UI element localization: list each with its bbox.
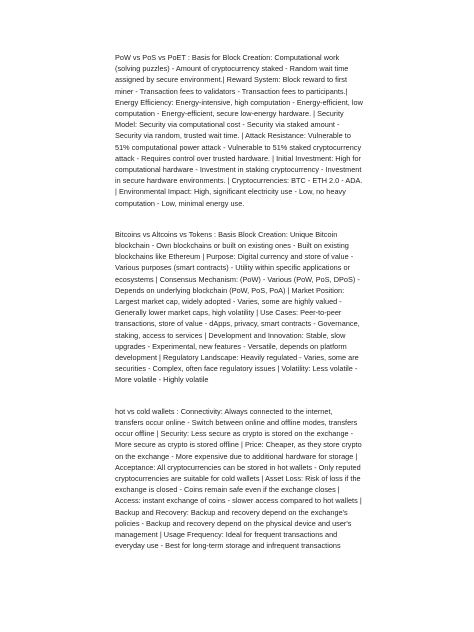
paragraph-pow-pos-poet: PoW vs PoS vs PoET : Basis for Block Creation: Computational work (solving puzzles) - Amount of cryptocurrency staked - Random wait time assigned by secure environment.| Reward System: Block reward to first miner - Transaction fees to validators - Transaction fees to participants.| Energy Efficiency: Energy-intensive, high computation - Energy-efficient, low computation - Energy-efficient, secure low-energy hardware. | Security Model: Security via computational cost - Security via staked amount - Security via random, trusted wait time. | Attack Resistance: Vulnerable to 51% computational power attack - Vulnerable to 51% staked cryptocurrency attack - Requires control over trusted hardware. | Initial Investment: High for computational hardware - Investment in staking cryptocurrency - Investment in secure hardware environments. | Cryptocurrencies: BTC - ETH 2.0 - ADA. | Environmental Impact: High, significant electricity use - Low, no heavy computation - Low, minimal energy use. <box>115 53 363 208</box>
paragraph-bitcoins-altcoins-tokens: Bitcoins vs Altcoins vs Tokens : Basis Block Creation: Unique Bitcoin blockchain - Own blockchains or built on existing ones - Built on existing blockchains like Ethereum | Purpose: Digital currency and store of value - Various purposes (smart contracts) - Utility within specific applications or ecosystems | Consensus Mechanism: (PoW) - Various (PoW, PoS, DPoS) - Depends on underlying blockchain (PoW, PoS, PoA) | Market Position: Largest market cap, widely adopted - Varies, some are highly valued - Generally lower market caps, high volatility | Use Cases: Peer-to-peer transactions, store of value - dApps, privacy, smart contracts - Governance, staking, access to services | Development and Innovation: Stable, slow upgrades - Experimental, new features - Versatile, depends on platform development | Regulatory Landscape: Heavily regulated - Varies, some are securities - Complex, often face regulatory issues | Volatility: Less volatile - More volatile - Highly volatile <box>115 229 360 385</box>
document-body <box>115 52 363 571</box>
paragraph-hot-cold-wallets: hot vs cold wallets : Connectivity: Always connected to the internet, transfers occur online - Switch between online and offline modes, transfers occur offline | Security: Less secure as crypto is stored on the exchange - More secure as crypto is stored offline | Price: Cheaper, as they store crypto on the exchange - More expensive due to additional hardware for storage | Acceptance: All cryptocurrencies can be stored in hot wallets - Only reputed cryptocurrencies are suitable for cold wallets | Asset Loss: Risk of loss if the exchange is closed - Coins remain safe even if the exchange closes | Access: instant exchange of coins - slower access compared to hot wallets | Backup and Recovery: Backup and recovery depend on the exchange's policies - Backup and recovery depend on the physical device and user's management | Usage Frequency: Ideal for frequent transactions and everyday use - Best for long-term storage and infrequent transactions <box>115 406 362 551</box>
